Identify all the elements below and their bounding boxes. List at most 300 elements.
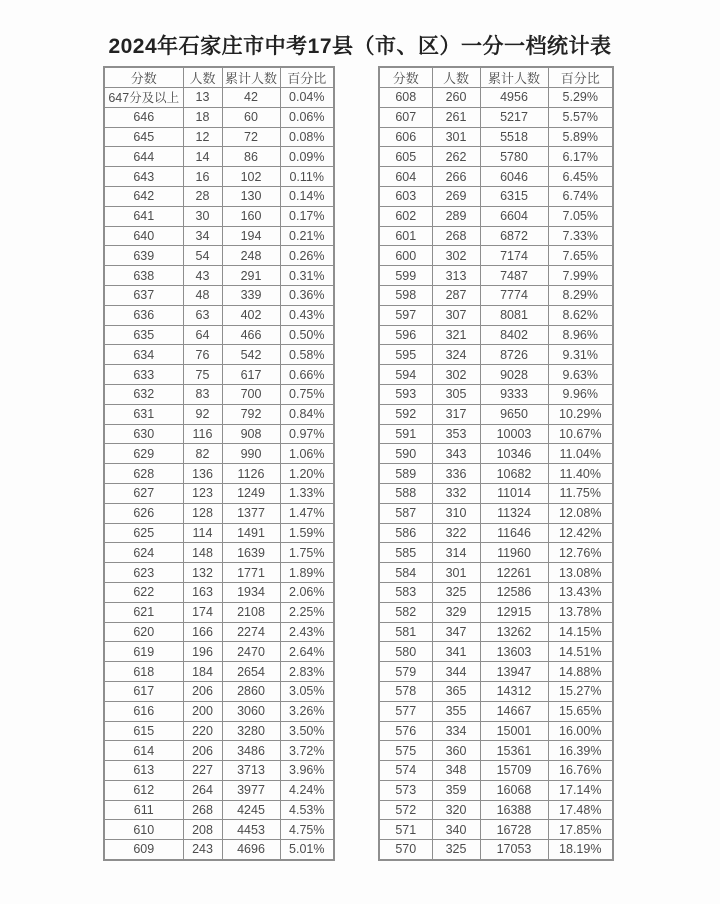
table-cell: 574: [379, 761, 432, 781]
table-cell: 3.96%: [280, 761, 334, 781]
table-cell: 18: [183, 107, 222, 127]
table-cell: 1771: [222, 563, 280, 583]
table-cell: 571: [379, 820, 432, 840]
table-row: [379, 582, 613, 602]
table-cell: 646: [104, 107, 183, 127]
tables-container: [103, 66, 614, 861]
table-cell: 618: [104, 662, 183, 682]
table-cell: 11.75%: [548, 483, 613, 503]
table-cell: 14.15%: [548, 622, 613, 642]
table-cell: 0.31%: [280, 266, 334, 286]
table-cell: 11014: [480, 483, 548, 503]
table-cell: 264: [183, 780, 222, 800]
table-cell: 0.75%: [280, 384, 334, 404]
table-cell: 1.75%: [280, 543, 334, 563]
table-cell: 7774: [480, 285, 548, 305]
table-cell: 196: [183, 642, 222, 662]
table-row: [104, 503, 334, 523]
column-header: 百分比: [548, 67, 613, 88]
table-cell: 359: [432, 780, 480, 800]
table-cell: 13.43%: [548, 582, 613, 602]
table-cell: 11324: [480, 503, 548, 523]
table-cell: 632: [104, 384, 183, 404]
table-row: [379, 820, 613, 840]
table-cell: 10682: [480, 464, 548, 484]
table-cell: 4696: [222, 840, 280, 860]
table-cell: 4453: [222, 820, 280, 840]
table-cell: 584: [379, 563, 432, 583]
table-cell: 5.01%: [280, 840, 334, 860]
table-row: [104, 404, 334, 424]
column-header: 人数: [432, 67, 480, 88]
table-cell: 14: [183, 147, 222, 167]
table-cell: 269: [432, 186, 480, 206]
table-cell: 14.51%: [548, 642, 613, 662]
table-cell: 611: [104, 800, 183, 820]
table-row: [379, 246, 613, 266]
table-row: [379, 780, 613, 800]
table-cell: 0.17%: [280, 206, 334, 226]
table-cell: 12.08%: [548, 503, 613, 523]
table-cell: 606: [379, 127, 432, 147]
table-cell: 3.05%: [280, 681, 334, 701]
table-row: [104, 820, 334, 840]
table-cell: 266: [432, 167, 480, 187]
table-row: [379, 305, 613, 325]
table-row: [104, 305, 334, 325]
table-row: [104, 107, 334, 127]
table-cell: 16728: [480, 820, 548, 840]
table-cell: 220: [183, 721, 222, 741]
table-row: [104, 582, 334, 602]
table-cell: 597: [379, 305, 432, 325]
table-cell: 2.06%: [280, 582, 334, 602]
table-cell: 206: [183, 681, 222, 701]
table-cell: 1.33%: [280, 483, 334, 503]
table-cell: 268: [183, 800, 222, 820]
column-header: 累计人数: [480, 67, 548, 88]
table-cell: 3713: [222, 761, 280, 781]
table-cell: 15709: [480, 761, 548, 781]
table-cell: 629: [104, 444, 183, 464]
table-cell: 34: [183, 226, 222, 246]
table-cell: 622: [104, 582, 183, 602]
table-cell: 466: [222, 325, 280, 345]
table-cell: 11.04%: [548, 444, 613, 464]
table-row: [104, 246, 334, 266]
table-row: [104, 780, 334, 800]
table-cell: 596: [379, 325, 432, 345]
table-cell: 0.04%: [280, 88, 334, 108]
table-cell: 1934: [222, 582, 280, 602]
table-cell: 321: [432, 325, 480, 345]
table-cell: 2.64%: [280, 642, 334, 662]
table-cell: 322: [432, 523, 480, 543]
table-cell: 3280: [222, 721, 280, 741]
table-cell: 248: [222, 246, 280, 266]
table-cell: 4.24%: [280, 780, 334, 800]
table-cell: 6.17%: [548, 147, 613, 167]
table-cell: 360: [432, 741, 480, 761]
table-cell: 578: [379, 681, 432, 701]
table-cell: 332: [432, 483, 480, 503]
table-cell: 194: [222, 226, 280, 246]
table-row: [104, 642, 334, 662]
table-row: [104, 483, 334, 503]
table-cell: 623: [104, 563, 183, 583]
table-cell: 72: [222, 127, 280, 147]
table-cell: 5.89%: [548, 127, 613, 147]
table-cell: 9.63%: [548, 365, 613, 385]
table-cell: 1126: [222, 464, 280, 484]
table-cell: 16.39%: [548, 741, 613, 761]
table-cell: 13: [183, 88, 222, 108]
table-row: [104, 266, 334, 286]
table-cell: 166: [183, 622, 222, 642]
table-cell: 5217: [480, 107, 548, 127]
table-cell: 583: [379, 582, 432, 602]
table-cell: 148: [183, 543, 222, 563]
table-cell: 637: [104, 285, 183, 305]
table-row: [104, 424, 334, 444]
table-row: [379, 325, 613, 345]
table-cell: 0.84%: [280, 404, 334, 424]
table-cell: 163: [183, 582, 222, 602]
table-cell: 123: [183, 483, 222, 503]
table-cell: 635: [104, 325, 183, 345]
table-cell: 48: [183, 285, 222, 305]
table-cell: 130: [222, 186, 280, 206]
table-cell: 14312: [480, 681, 548, 701]
table-cell: 83: [183, 384, 222, 404]
table-cell: 1.59%: [280, 523, 334, 543]
table-row: [379, 88, 613, 108]
table-cell: 128: [183, 503, 222, 523]
table-cell: 601: [379, 226, 432, 246]
table-row: [379, 206, 613, 226]
table-cell: 325: [432, 840, 480, 860]
table-row: [104, 186, 334, 206]
table-cell: 75: [183, 365, 222, 385]
table-cell: 595: [379, 345, 432, 365]
table-cell: 16: [183, 167, 222, 187]
table-cell: 4956: [480, 88, 548, 108]
table-cell: 582: [379, 602, 432, 622]
table-cell: 15.27%: [548, 681, 613, 701]
table-row: [379, 701, 613, 721]
table-cell: 594: [379, 365, 432, 385]
table-cell: 301: [432, 127, 480, 147]
table-row: [379, 147, 613, 167]
table-cell: 0.97%: [280, 424, 334, 444]
table-cell: 602: [379, 206, 432, 226]
table-cell: 132: [183, 563, 222, 583]
table-cell: 700: [222, 384, 280, 404]
table-cell: 64: [183, 325, 222, 345]
table-row: [104, 761, 334, 781]
table-cell: 206: [183, 741, 222, 761]
table-cell: 614: [104, 741, 183, 761]
table-cell: 3060: [222, 701, 280, 721]
column-header: 分数: [104, 67, 183, 88]
table-cell: 3486: [222, 741, 280, 761]
table-row: [379, 761, 613, 781]
table-cell: 402: [222, 305, 280, 325]
table-cell: 600: [379, 246, 432, 266]
table-cell: 336: [432, 464, 480, 484]
table-cell: 14.88%: [548, 662, 613, 682]
table-cell: 11.40%: [548, 464, 613, 484]
table-cell: 340: [432, 820, 480, 840]
table-cell: 317: [432, 404, 480, 424]
table-cell: 9333: [480, 384, 548, 404]
table-cell: 301: [432, 563, 480, 583]
table-row: [379, 464, 613, 484]
table-cell: 17053: [480, 840, 548, 860]
table-row: [379, 226, 613, 246]
table-cell: 2.43%: [280, 622, 334, 642]
table-row: [104, 721, 334, 741]
table-cell: 9028: [480, 365, 548, 385]
table-cell: 355: [432, 701, 480, 721]
table-row: [379, 384, 613, 404]
table-cell: 9.96%: [548, 384, 613, 404]
table-cell: 599: [379, 266, 432, 286]
table-row: [104, 563, 334, 583]
table-row: [104, 206, 334, 226]
table-row: [379, 345, 613, 365]
table-row: [379, 642, 613, 662]
table-cell: 613: [104, 761, 183, 781]
table-cell: 636: [104, 305, 183, 325]
table-cell: 243: [183, 840, 222, 860]
table-cell: 17.85%: [548, 820, 613, 840]
table-cell: 10.67%: [548, 424, 613, 444]
table-cell: 585: [379, 543, 432, 563]
table-row: [104, 800, 334, 820]
table-cell: 92: [183, 404, 222, 424]
table-cell: 28: [183, 186, 222, 206]
table-cell: 4.53%: [280, 800, 334, 820]
table-row: [104, 741, 334, 761]
table-cell: 3.72%: [280, 741, 334, 761]
table-cell: 598: [379, 285, 432, 305]
table-cell: 2.25%: [280, 602, 334, 622]
table-cell: 305: [432, 384, 480, 404]
table-row: [104, 285, 334, 305]
table-cell: 3.50%: [280, 721, 334, 741]
table-row: [379, 523, 613, 543]
table-cell: 208: [183, 820, 222, 840]
table-cell: 5780: [480, 147, 548, 167]
table-cell: 329: [432, 602, 480, 622]
table-cell: 76: [183, 345, 222, 365]
table-cell: 587: [379, 503, 432, 523]
table-cell: 0.11%: [280, 167, 334, 187]
table-cell: 640: [104, 226, 183, 246]
score-table-left: [103, 66, 335, 861]
table-cell: 3.26%: [280, 701, 334, 721]
table-cell: 1377: [222, 503, 280, 523]
table-row: [104, 662, 334, 682]
table-cell: 1.89%: [280, 563, 334, 583]
table-row: [379, 800, 613, 820]
table-row: [379, 563, 613, 583]
table-cell: 289: [432, 206, 480, 226]
table-cell: 581: [379, 622, 432, 642]
table-cell: 8081: [480, 305, 548, 325]
table-cell: 102: [222, 167, 280, 187]
table-cell: 353: [432, 424, 480, 444]
table-cell: 302: [432, 365, 480, 385]
table-cell: 610: [104, 820, 183, 840]
table-cell: 320: [432, 800, 480, 820]
table-cell: 588: [379, 483, 432, 503]
table-cell: 307: [432, 305, 480, 325]
table-cell: 645: [104, 127, 183, 147]
table-cell: 630: [104, 424, 183, 444]
table-row: [379, 662, 613, 682]
table-cell: 174: [183, 602, 222, 622]
table-row: [379, 681, 613, 701]
table-cell: 260: [432, 88, 480, 108]
table-cell: 8.62%: [548, 305, 613, 325]
table-cell: 621: [104, 602, 183, 622]
table-cell: 1.06%: [280, 444, 334, 464]
table-cell: 12.42%: [548, 523, 613, 543]
table-cell: 12586: [480, 582, 548, 602]
table-cell: 12: [183, 127, 222, 147]
table-cell: 0.26%: [280, 246, 334, 266]
table-cell: 7.99%: [548, 266, 613, 286]
table-row: [104, 444, 334, 464]
table-cell: 63: [183, 305, 222, 325]
table-row: [379, 127, 613, 147]
table-row: [379, 424, 613, 444]
table-cell: 0.58%: [280, 345, 334, 365]
table-cell: 17.14%: [548, 780, 613, 800]
table-cell: 2654: [222, 662, 280, 682]
column-header: 人数: [183, 67, 222, 88]
table-cell: 589: [379, 464, 432, 484]
table-cell: 0.36%: [280, 285, 334, 305]
table-cell: 5.57%: [548, 107, 613, 127]
table-cell: 631: [104, 404, 183, 424]
table-cell: 603: [379, 186, 432, 206]
table-row: [104, 226, 334, 246]
table-cell: 16068: [480, 780, 548, 800]
table-cell: 6046: [480, 167, 548, 187]
table-cell: 5.29%: [548, 88, 613, 108]
table-cell: 617: [222, 365, 280, 385]
table-cell: 591: [379, 424, 432, 444]
table-cell: 310: [432, 503, 480, 523]
table-cell: 4245: [222, 800, 280, 820]
table-row: [104, 464, 334, 484]
table-row: [379, 503, 613, 523]
table-cell: 642: [104, 186, 183, 206]
table-cell: 18.19%: [548, 840, 613, 860]
table-row: [104, 840, 334, 860]
table-row: [379, 167, 613, 187]
table-cell: 43: [183, 266, 222, 286]
table-cell: 644: [104, 147, 183, 167]
table-row: [379, 266, 613, 286]
table-cell: 15361: [480, 741, 548, 761]
table-row: [379, 741, 613, 761]
table-row: [379, 404, 613, 424]
column-header: 累计人数: [222, 67, 280, 88]
table-cell: 10003: [480, 424, 548, 444]
table-cell: 11646: [480, 523, 548, 543]
table-cell: 612: [104, 780, 183, 800]
table-cell: 592: [379, 404, 432, 424]
table-row: [104, 622, 334, 642]
table-cell: 4.75%: [280, 820, 334, 840]
table-cell: 609: [104, 840, 183, 860]
table-cell: 13947: [480, 662, 548, 682]
table-cell: 647分及以上: [104, 88, 183, 108]
table-row: [379, 444, 613, 464]
table-row: [104, 325, 334, 345]
table-cell: 575: [379, 741, 432, 761]
table-cell: 13262: [480, 622, 548, 642]
table-cell: 619: [104, 642, 183, 662]
score-table-right: [378, 66, 614, 861]
table-cell: 16388: [480, 800, 548, 820]
table-cell: 12261: [480, 563, 548, 583]
table-cell: 2.83%: [280, 662, 334, 682]
table-cell: 6.74%: [548, 186, 613, 206]
table-cell: 14667: [480, 701, 548, 721]
table-cell: 0.08%: [280, 127, 334, 147]
table-cell: 6604: [480, 206, 548, 226]
table-cell: 12.76%: [548, 543, 613, 563]
table-cell: 339: [222, 285, 280, 305]
table-cell: 347: [432, 622, 480, 642]
table-cell: 573: [379, 780, 432, 800]
table-row: [104, 365, 334, 385]
table-cell: 6872: [480, 226, 548, 246]
table-cell: 3977: [222, 780, 280, 800]
table-row: [104, 681, 334, 701]
table-cell: 9.31%: [548, 345, 613, 365]
table-row: [379, 285, 613, 305]
table-cell: 572: [379, 800, 432, 820]
table-cell: 86: [222, 147, 280, 167]
table-row: [379, 483, 613, 503]
table-cell: 227: [183, 761, 222, 781]
table-row: [104, 127, 334, 147]
table-cell: 639: [104, 246, 183, 266]
table-cell: 2860: [222, 681, 280, 701]
table-row: [379, 721, 613, 741]
table-header-row: [379, 67, 613, 88]
table-cell: 6315: [480, 186, 548, 206]
table-cell: 616: [104, 701, 183, 721]
column-header: 分数: [379, 67, 432, 88]
table-row: [379, 186, 613, 206]
table-row: [104, 602, 334, 622]
table-cell: 627: [104, 483, 183, 503]
table-cell: 262: [432, 147, 480, 167]
table-cell: 9650: [480, 404, 548, 424]
table-cell: 633: [104, 365, 183, 385]
table-cell: 10.29%: [548, 404, 613, 424]
table-cell: 261: [432, 107, 480, 127]
table-row: [104, 384, 334, 404]
table-cell: 2274: [222, 622, 280, 642]
